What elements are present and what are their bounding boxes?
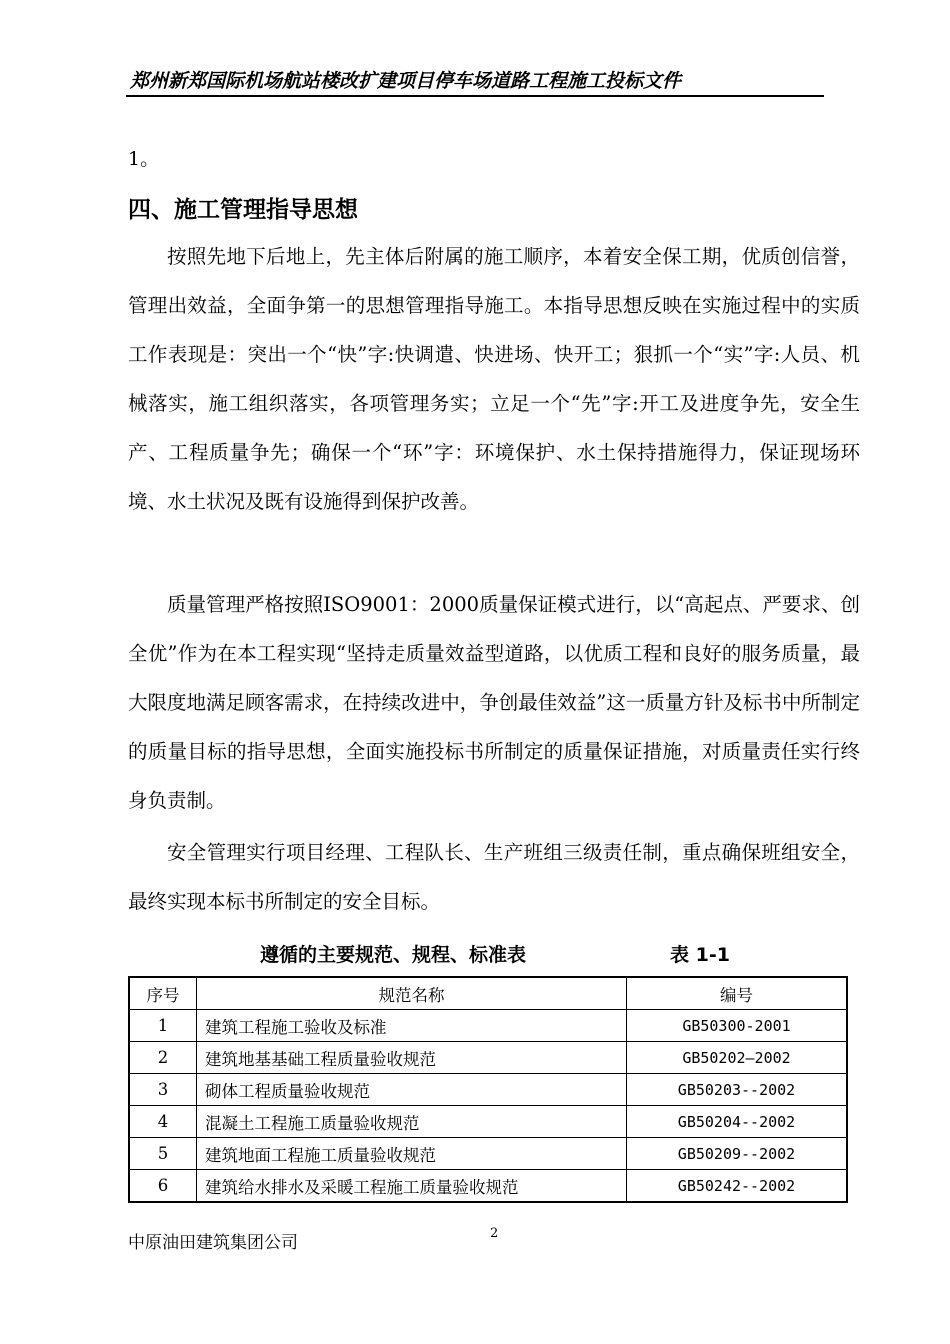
table-row xyxy=(129,1138,847,1170)
row-code: GB50242--2002 xyxy=(627,1170,848,1203)
standards-table xyxy=(128,976,848,1203)
row-name: 混凝土工程施工质量验收规范 xyxy=(197,1106,627,1138)
header-name: 规范名称 xyxy=(197,977,627,1010)
row-name: 建筑给水排水及采暖工程施工质量验收规范 xyxy=(197,1170,627,1203)
table-row xyxy=(129,1042,847,1074)
paragraph-quality-management: 质量管理严格按照ISO9001：2000质量保证模式进行，以“高起点、严要求、创全优”作为在本工程实现“坚持走质量效益型道路，以优质工程和良好的服务质量，最大限度地满足顾客需求，在持续改进中，争创最佳效益”这一质量方针及标书中所制定的质量目标的指导思想，全面实施投标书所制定的质量保证措施，对质量责任实行终身负责制。 xyxy=(128,593,860,812)
header-no: 序号 xyxy=(129,977,197,1010)
table-caption: 遵循的主要规范、规程、标准表 xyxy=(260,944,527,966)
document-header-title: 郑州新郑国际机场航站楼改扩建项目停车场道路工程施工投标文件 xyxy=(130,70,682,92)
table-row xyxy=(129,1170,847,1203)
lead-text: 1。 xyxy=(128,148,160,170)
table-row xyxy=(129,1010,847,1042)
header-divider xyxy=(126,95,824,97)
table-number: 表 1-1 xyxy=(670,944,730,966)
row-name: 建筑地面工程施工质量验收规范 xyxy=(197,1138,627,1170)
header-code: 编号 xyxy=(627,977,848,1010)
page-number: 2 xyxy=(490,1226,499,1241)
row-no: 4 xyxy=(129,1106,197,1138)
section-heading: 四、施工管理指导思想 xyxy=(128,197,358,223)
row-name: 建筑地基基础工程质量验收规范 xyxy=(197,1042,627,1074)
footer-company: 中原油田建筑集团公司 xyxy=(128,1233,298,1253)
table-row xyxy=(129,1106,847,1138)
paragraph-guiding-thought: 按照先地下后地上，先主体后附属的施工顺序，本着安全保工期，优质创信誉，管理出效益，全面争第一的思想管理指导施工。本指导思想反映在实施过程中的实质工作表现是：突出一个“快”字:快调遣、快进场、快开工；狠抓一个“实”字:人员、机械落实，施工组织落实，各项管理务实；立足一个“先”字:开工及进度争先，安全生产、工程质量争先；确保一个“环”字：环境保护、水土保持措施得力，保证现场环境、水土状况及既有设施得到保护改善。 xyxy=(128,245,860,513)
row-no: 2 xyxy=(129,1042,197,1074)
row-code: GB50209--2002 xyxy=(627,1138,848,1170)
row-code: GB50203--2002 xyxy=(627,1074,848,1106)
row-code: GB50204--2002 xyxy=(627,1106,848,1138)
row-no: 1 xyxy=(129,1010,197,1042)
table-header-row xyxy=(129,977,847,1010)
paragraph-safety-management: 安全管理实行项目经理、工程队长、生产班组三级责任制，重点确保班组安全，最终实现本标书所制定的安全目标。 xyxy=(128,841,860,913)
row-code: GB50202—2002 xyxy=(627,1042,848,1074)
row-code: GB50300-2001 xyxy=(627,1010,848,1042)
row-no: 6 xyxy=(129,1170,197,1203)
table-row xyxy=(129,1074,847,1106)
row-no: 3 xyxy=(129,1074,197,1106)
row-name: 建筑工程施工验收及标准 xyxy=(197,1010,627,1042)
row-no: 5 xyxy=(129,1138,197,1170)
row-name: 砌体工程质量验收规范 xyxy=(197,1074,627,1106)
